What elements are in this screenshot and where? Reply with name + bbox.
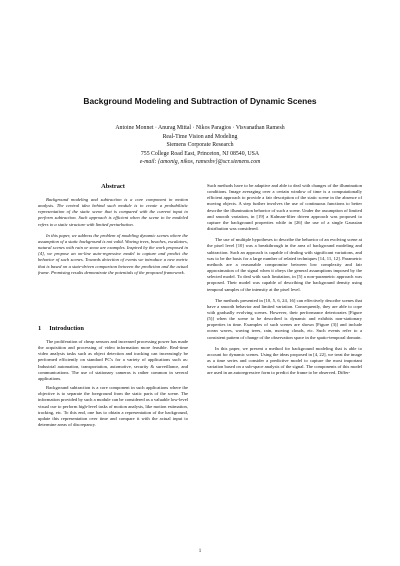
body-paragraph: In this paper, we present a method for background modeling that is able to account for dynamic scenes. Using the ideas proposed in [4, 22], we treat the image as a time series and consider a predictive model to capture the most important variation based on a sub-space analysis of the signal. The components of this model are used in an autoregressive form to predict the frame to be observed. Differ- (207, 345, 362, 376)
abstract-heading: Abstract (101, 183, 125, 190)
abstract-paragraph: In this paper, we address the problem of modeling dynamic scenes where the assumption of a static background is not valid. Waving trees, beaches, escalators, natural scenes with rain or snow are examples. Inspired by the work proposed in [4], we propose an on-line auto-regressive model to capture and predict the behavior of such scenes. Towards detection of events we introduce a new metric that is based on a state-driven comparison between the prediction and the actual frame. Promising results demonstrate the potentials of the proposed framework. (38, 232, 188, 275)
affiliation-line: Siemens Corporate Research (166, 142, 234, 149)
section-number: 1 (38, 325, 42, 332)
body-paragraph: The methods presented in [10, 5, 6, 24, 16] can effectively describe scenes that have a smooth behavior and limited variation. Consequently, they are able to cope with gradually evolving scenes. However, their performance deteriorates [Figure (5)] when the scene to be described is dynamic and exhibits non-stationary properties in time. Examples of such scenes are shown [Figure (3)] and include ocean waves, waving trees, rain, moving clouds, etc. Such events refer to a consistent pattern of change of the observation space in the spatio-temporal domain. (207, 297, 362, 340)
intro-left-column (38, 339, 188, 431)
abstract-paragraph: Background modeling and subtraction is a core component in motion analysis. The central idea behind such module is to create a probabilistic representation of the static scene that is compared with the current input to perform subtraction. Such approach is efficient when the scene to be modeled refers to a static structure with limited perturbation. (38, 197, 188, 227)
body-paragraph: Such methods have to be adaptive and able to deal with changes of the illumination conditions. Image averaging over a certain window of time is a computationally efficient approach to provide a fair description of the static scene in the absence of moving objects. A step further involves the use of continuous functions to better describe the illumination behavior of such a scene. Under the assumption of limited and smooth variation, in [19] a Kalman-filter driven approach was proposed to capture the background properties while in [26] the use of a single Gaussian distribution was considered. (207, 183, 362, 232)
right-column (207, 183, 362, 382)
author-block (0, 124, 400, 167)
address-line: 755 College Road East, Princeton, NJ 08540, USA (140, 150, 260, 157)
section-title: Introduction (49, 325, 84, 332)
section-heading (38, 325, 188, 332)
page-number: 1 (198, 549, 202, 554)
body-paragraph: Background subtraction is a core component in such applications where the objective is to separate the foreground from the static parts of the scene. The information provided by such a module can be considered as a valuable low-level visual cue to perform high-level tasks of motion analysis, like motion estimation, tracking, etc. To this end, one has to obtain a representation of the background, update this representation over time and compare it with the actual input to determine areas of discrepancy. (38, 385, 189, 428)
authors-line: Antoine Monnet · Anurag Mittal · Nikos Paragios · Visvanathan Ramesh (115, 125, 285, 131)
paper-title: Background Modeling and Subtraction of Dynamic Scenes (83, 96, 317, 106)
email-line: e-mail: {amonig, nikos, rameshv}@scr.siemens.com (139, 159, 261, 166)
body-paragraph: The proliferation of cheap sensors and increased processing power has made the acquisition and processing of video information more feasible. Real-time video analysis tasks such as object detection and tracking can increasingly be performed efficiently on standard PC's for a variety of applications such as: Industrial automation, transportation, automotive, security & surveillance, and communications. The use of stationary cameras is rather common in several applications. (38, 339, 188, 381)
body-paragraph: The use of multiple hypotheses to describe the behavior of an evolving scene at the pixel level [10] was a breakthrough in the area of background modeling and subtraction. Such an approach is capable of dealing with significant variations, and was to be the basis for a large number of related techniques [14, 11, 12]. Parametric methods are a reasonable compromise between low complexity and fair approximation of the signal when it obeys the general assumptions imposed by the selected model. To deal with such limitation, in [5] a non-parametric approach was proposed. Their model was capable of describing the background density using temporal samples of the intensity at the pixel level. (207, 237, 362, 292)
affiliation-line: Real-Time Vision and Modeling (162, 133, 238, 140)
abstract-body (38, 197, 188, 281)
